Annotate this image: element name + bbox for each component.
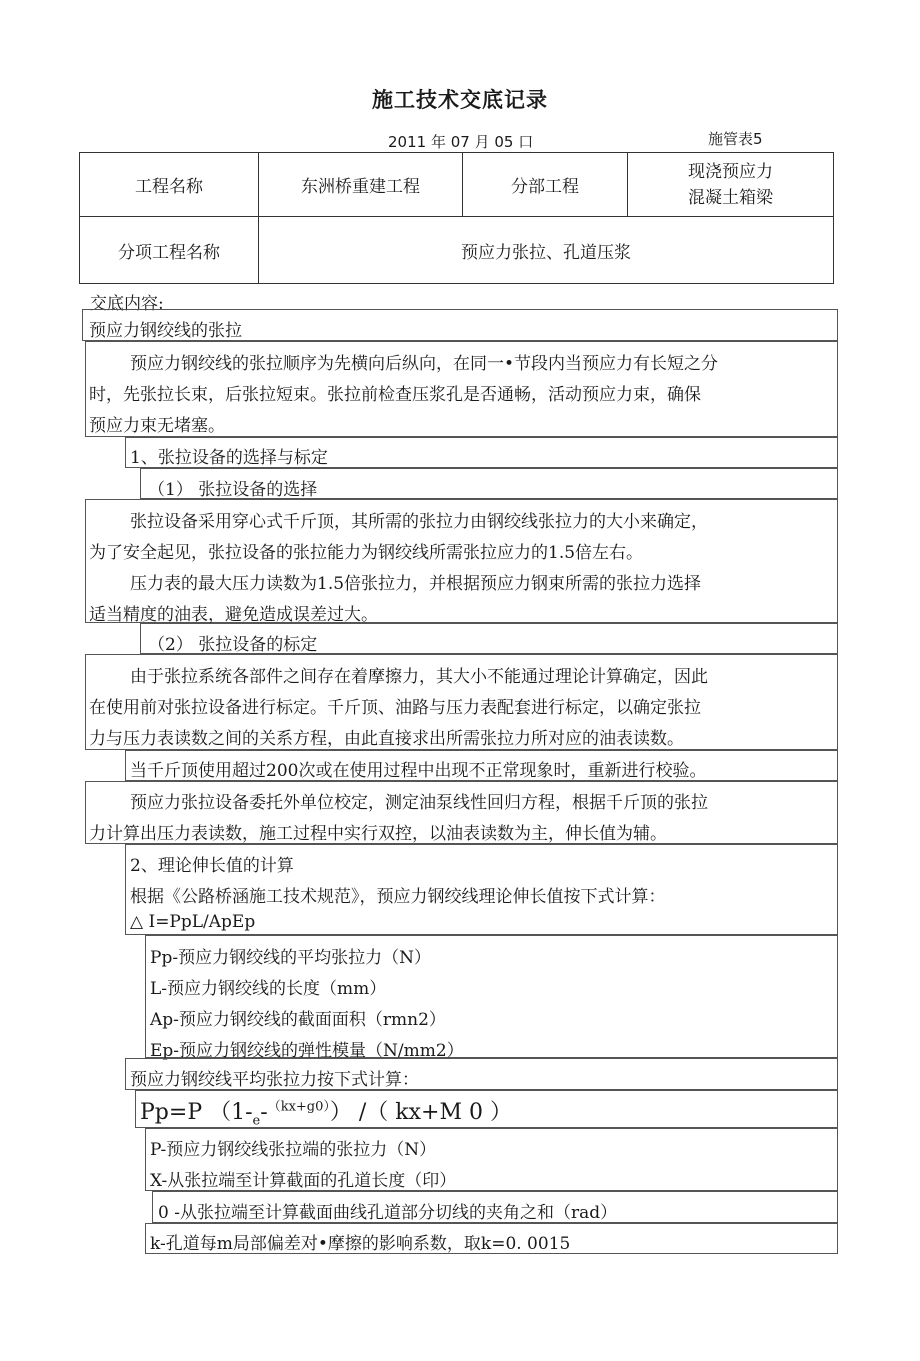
calib-line-1: 由于张拉系统各部件之间存在着摩擦力，其大小不能通过理论计算确定，因此: [130, 667, 708, 687]
intro-line-1: 预应力钢绞线的张拉顺序为先横向后纵向，在同一•节段内当预应力有长短之分: [130, 354, 719, 374]
heading-1-2: （2） 张拉设备的标定: [148, 635, 318, 655]
formula-2-sup: （kx+g0）: [267, 1099, 330, 1115]
calib-line-2: 在使用前对张拉设备进行标定。千斤顶、油路与压力表配套进行标定，以确定张拉: [89, 698, 701, 718]
formula-2-sub: e: [252, 1113, 261, 1129]
subitem-label: 分项工程名称: [80, 217, 259, 284]
project-name-value: 东洲桥重建工程: [259, 153, 463, 217]
info-table: [79, 152, 834, 284]
formula-1: △ I=PpL/ApEp: [130, 912, 256, 932]
formula-2-lhs: Pp=P （1-: [140, 1100, 253, 1125]
def-ap: Ap-预应力钢绞线的截面面积（rmn2）: [150, 1010, 446, 1030]
select-line-1: 张拉设备采用穿心式千斤顶，其所需的张拉力由钢绞线张拉力的大小来确定，: [130, 512, 708, 532]
def-l: L-预应力钢绞线的长度（mm）: [150, 979, 387, 999]
def-x: X-从张拉端至计算截面的孔道长度（印）: [150, 1171, 457, 1191]
basis-line: 根据《公路桥涵施工技术规范》，预应力钢绞线理论伸长值按下式计算：: [130, 887, 666, 907]
def-k: k-孔道每m局部偏差对•摩擦的影响系数，取k=0. 0015: [150, 1234, 571, 1254]
intro-line-3: 预应力束无堵塞。: [89, 416, 225, 436]
division-value-line2: 混凝土箱梁: [688, 187, 773, 208]
table-row: [80, 217, 834, 284]
page-title: 施工技术交底记录: [372, 87, 548, 112]
def-ep: Ep-预应力钢绞线的弹性模量（N/mm2）: [150, 1041, 464, 1061]
select-line-4: 适当精度的油表，避免造成误差过大。: [89, 605, 378, 625]
form-number: 施管表5: [708, 130, 763, 148]
heading-2: 2、理论伸长值的计算: [130, 856, 294, 876]
heading-1: 1、张拉设备的选择与标定: [130, 448, 328, 468]
division-value-line1: 现浇预应力: [688, 161, 773, 182]
project-name-label: 工程名称: [80, 153, 259, 217]
calib-line-3: 力与压力表读数之间的关系方程，由此直接求出所需张拉力所对应的油表读数。: [89, 729, 684, 749]
division-value: [628, 153, 834, 217]
intro-line-2: 时，先张拉长束，后张拉短束。张拉前检查压浆孔是否通畅，活动预应力束，确保: [89, 385, 701, 405]
def-theta: 0 -从张拉端至计算截面曲线孔道部分切线的夹角之和（rad）: [158, 1203, 618, 1223]
section-title: 预应力钢绞线的张拉: [89, 321, 242, 341]
formula-2-rhs: ） /（ kx+M 0 ）: [329, 1100, 512, 1125]
avg-line: 预应力钢绞线平均张拉力按下式计算：: [130, 1070, 419, 1090]
formula-2: [140, 1095, 512, 1128]
table-row: [80, 153, 834, 217]
division-label: 分部工程: [463, 153, 628, 217]
recheck-line: 当千斤顶使用超过200次或在使用过程中出现不正常现象时，重新进行校验。: [130, 761, 707, 781]
select-line-2: 为了安全起见，张拉设备的张拉能力为钢绞线所需张拉应力的1.5倍左右。: [89, 543, 644, 563]
def-pp: Pp-预应力钢绞线的平均张拉力（N）: [150, 948, 431, 968]
select-line-3: 压力表的最大压力读数为1.5倍张拉力，并根据预应力钢束所需的张拉力选择: [130, 574, 702, 594]
record-date: 2011 年 07 月 05 口: [388, 133, 534, 151]
formula-2-dash: -: [260, 1100, 268, 1125]
content-label: 交底内容:: [90, 294, 164, 314]
subitem-value: 预应力张拉、孔道压浆: [259, 217, 834, 284]
entrust-line-2: 力计算出压力表读数，施工过程中实行双控，以油表读数为主，伸长值为辅。: [89, 824, 667, 844]
def-p: P-预应力钢绞线张拉端的张拉力（N）: [150, 1140, 437, 1160]
heading-1-1: （1） 张拉设备的选择: [148, 480, 318, 500]
entrust-line-1: 预应力张拉设备委托外单位校定，测定油泵线性回归方程，根据千斤顶的张拉: [130, 793, 708, 813]
